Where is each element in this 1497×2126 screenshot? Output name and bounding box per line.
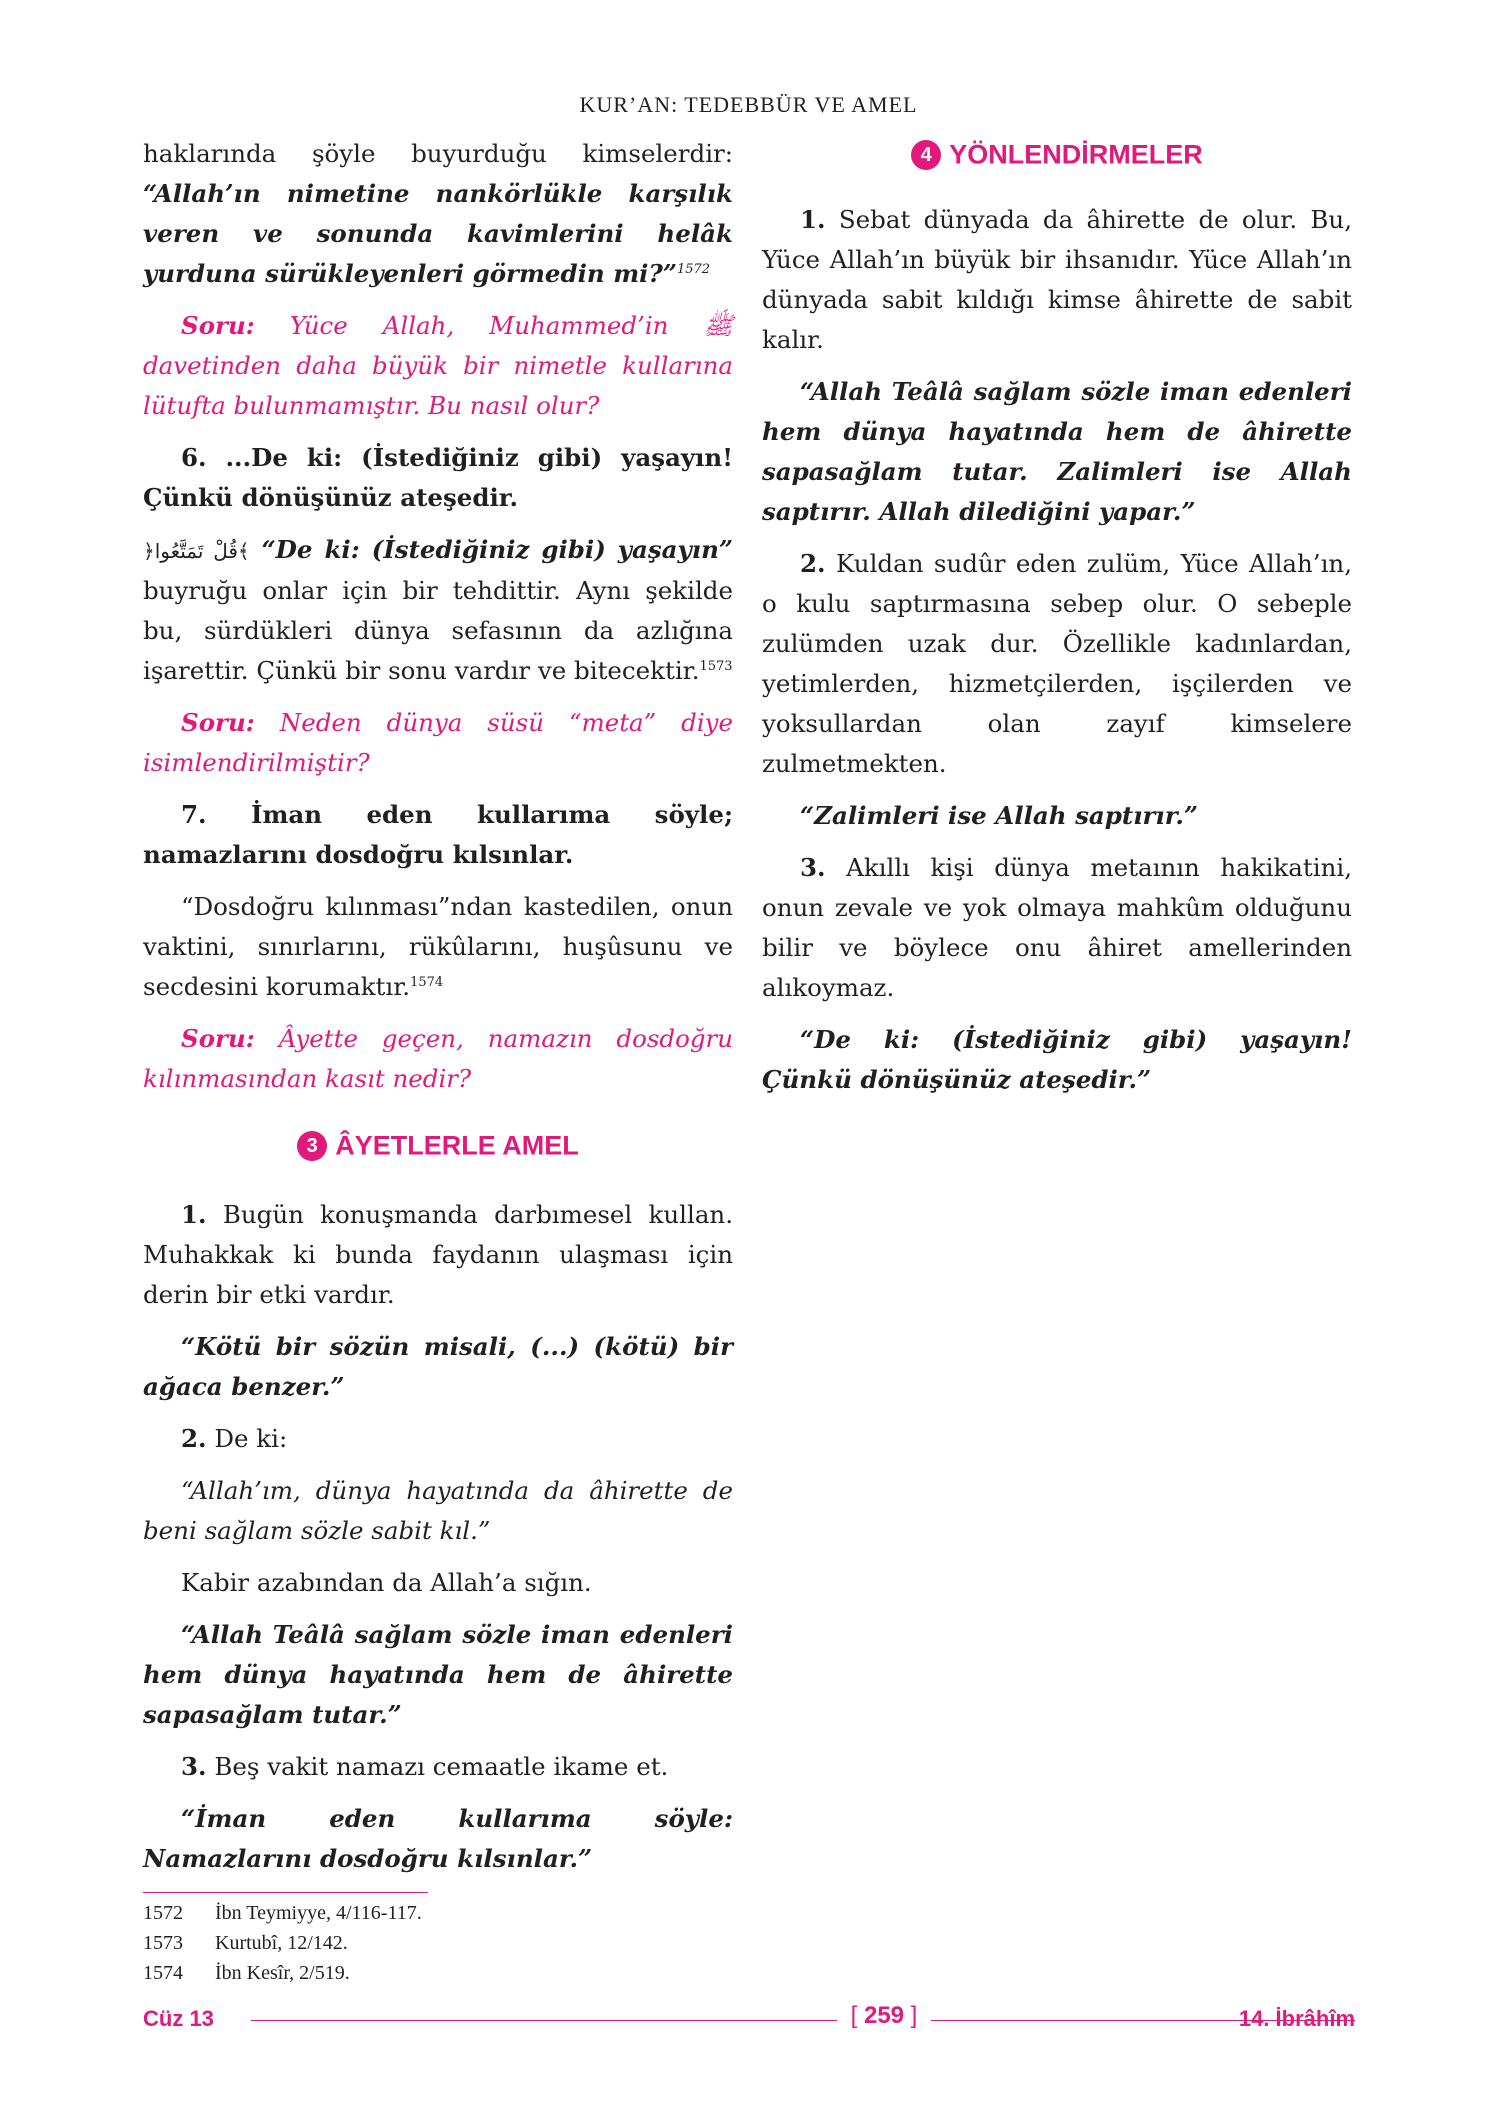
paragraph: “Dosdoğru kılınması”ndan kastedilen, onun vaktini, sınırlarını, rükûlarını, huşûsunu ve secdesini korumaktır.$^{1574}$: [143, 892, 733, 1001]
list-item: 1. Bugün konuşmanda darbımesel kullan. Muhakkak ki bunda faydanın ulaşması için derin bir etki vardır.: [143, 1200, 733, 1309]
footnote: [143, 1958, 743, 1988]
question-label: Soru:: [181, 1024, 255, 1053]
footnote-ref: 1573: [699, 658, 733, 674]
footer-rule-left: [251, 2020, 837, 2021]
footnote-number: 1573: [143, 1932, 183, 1954]
paragraph: ﴿قُلْ تَمَتَّعُوا﴾ “De ki: (İstediğiniz gibi) yaşayın” buyruğu onlar için bir tehdittir. Aynı şekilde bu, sürdükleri dünya sefasının da azlığına işarettir. Çünkü bir sonu vardır ve bitecektir.$^{1573}$: [143, 535, 733, 685]
question: Soru: Neden dünya süsü “meta” diye isimlendirilmiştir?: [143, 708, 733, 777]
footer-juz: Cüz 13: [143, 2006, 214, 2031]
footnote-divider: [143, 1892, 428, 1893]
verse-heading: 7. İman eden kullarıma söyle; namazlarını dosdoğru kılsınlar.: [143, 800, 733, 869]
verse-quote: “İman eden kullarıma söyle: Namazlarını dosdoğru kılsınlar.”: [143, 1804, 733, 1873]
section-title: YÖNLENDİRMELER: [949, 139, 1203, 170]
right-column: [762, 134, 1352, 1112]
footnote: [143, 1928, 743, 1958]
question: Soru: Âyette geçen, namazın dosdoğru kılınmasından kasıt nedir?: [143, 1024, 733, 1093]
paragraph: haklarında şöyle buyurduğu kimselerdir: “Allah’ın nimetine nankörlükle karşılık veren ve sonunda kavimlerini helâk yurduna sürükleyenleri görmedin mi?”$^{1572}$: [143, 139, 733, 288]
running-head: KUR’AN: TEDEBBÜR VE AMEL: [579, 92, 918, 117]
footnote-ref: 1574: [410, 974, 444, 990]
list-item: 3. Akıllı kişi dünya metaının hakikatini, onun zevale ve yok olmaya mahkûm olduğunu bilir ve böylece onu âhiret amellerinden alıkoymaz.: [762, 853, 1352, 1002]
section-number-badge: 4: [911, 140, 941, 170]
verse-quote: “Zalimleri ise Allah saptırır.”: [800, 801, 1199, 830]
verse-quote: “Kötü bir sözün misali, (...) (kötü) bir ağaca benzer.”: [143, 1332, 733, 1401]
question-label: Soru:: [181, 311, 255, 340]
verse-quote: “Allah’ın nimetine nankörlükle karşılık veren ve sonunda kavimlerini helâk yurduna sürükleyenleri görmedin mi?”: [143, 179, 733, 288]
verse-heading: 6. ...De ki: (İstediğiniz gibi) yaşayın! Çünkü dönüşünüz ateşedir.: [143, 443, 733, 512]
paragraph: Kabir azabından da Allah’a sığın.: [181, 1568, 592, 1597]
list-item: 1. Sebat dünyada da âhirette de olur. Bu, Yüce Allah’ın büyük bir ihsanıdır. Yüce Allah’ın dünyada sabit kıldığı kimse âhirette de sabit kalır.: [762, 205, 1352, 354]
footnote-text: İbn Teymiyye, 4/116-117.: [215, 1902, 422, 1924]
arabic-verse: ﴿قُلْ تَمَتَّعُوا﴾: [143, 539, 250, 563]
question: Soru: Yüce Allah, Muhammed’in ﷺ davetinden daha büyük bir nimetle kullarına lütufta bulunmamıştır. Bu nasıl olur?: [143, 311, 733, 420]
section-number-badge: 3: [297, 1131, 327, 1161]
section-heading-yonlendirmeler: [762, 134, 1352, 174]
footnote-number: 1572: [143, 1902, 183, 1924]
section-heading-ayetlerle-amel: [143, 1125, 733, 1165]
list-item: 3. Beş vakit namazı cemaatle ikame et.: [181, 1752, 669, 1781]
footnote-text: İbn Kesîr, 2/519.: [215, 1962, 350, 1984]
page-footer: [143, 2002, 1355, 2036]
page-number: [ 259 ]: [850, 2002, 918, 2029]
footnote-number: 1574: [143, 1962, 183, 1984]
footnote-text: Kurtubî, 12/142.: [215, 1932, 348, 1954]
verse-quote: “De ki: (İstediğiniz gibi) yaşayın! Çünkü dönüşünüz ateşedir.”: [762, 1025, 1352, 1094]
section-title: ÂYETLERLE AMEL: [335, 1130, 579, 1161]
footnotes: [143, 1898, 743, 1988]
verse-quote: “Allah Teâlâ sağlam sözle iman edenleri hem dünya hayatında hem de âhirette sapasağlam tutar. Zalimleri ise Allah saptırır. Allah dilediğini yapar.”: [762, 377, 1352, 526]
left-column: [143, 134, 733, 1891]
verse-quote: “Allah Teâlâ sağlam sözle iman edenleri hem dünya hayatında hem de âhirette sapasağlam tutar.”: [143, 1620, 733, 1729]
verse-quote: “De ki: (İstediğiniz gibi) yaşayın”: [249, 535, 733, 564]
prayer-quote: “Allah’ım, dünya hayatında da âhirette de beni sağlam sözle sabit kıl.”: [143, 1476, 733, 1545]
footer-surah: 14. İbrâhîm: [1238, 2006, 1355, 2031]
question-label: Soru:: [181, 708, 255, 737]
list-item: 2. De ki:: [181, 1424, 288, 1453]
footnote: [143, 1898, 743, 1928]
list-item: 2. Kuldan sudûr eden zulüm, Yüce Allah’ın, o kulu saptırmasına sebep olur. O sebeple zulümden uzak dur. Özellikle kadınlardan, yetimlerden, hizmetçilerden, işçilerden ve yoksullardan olan zayıf kimselere zulmetmekten.: [762, 549, 1352, 778]
footnote-ref: 1572: [676, 261, 711, 277]
